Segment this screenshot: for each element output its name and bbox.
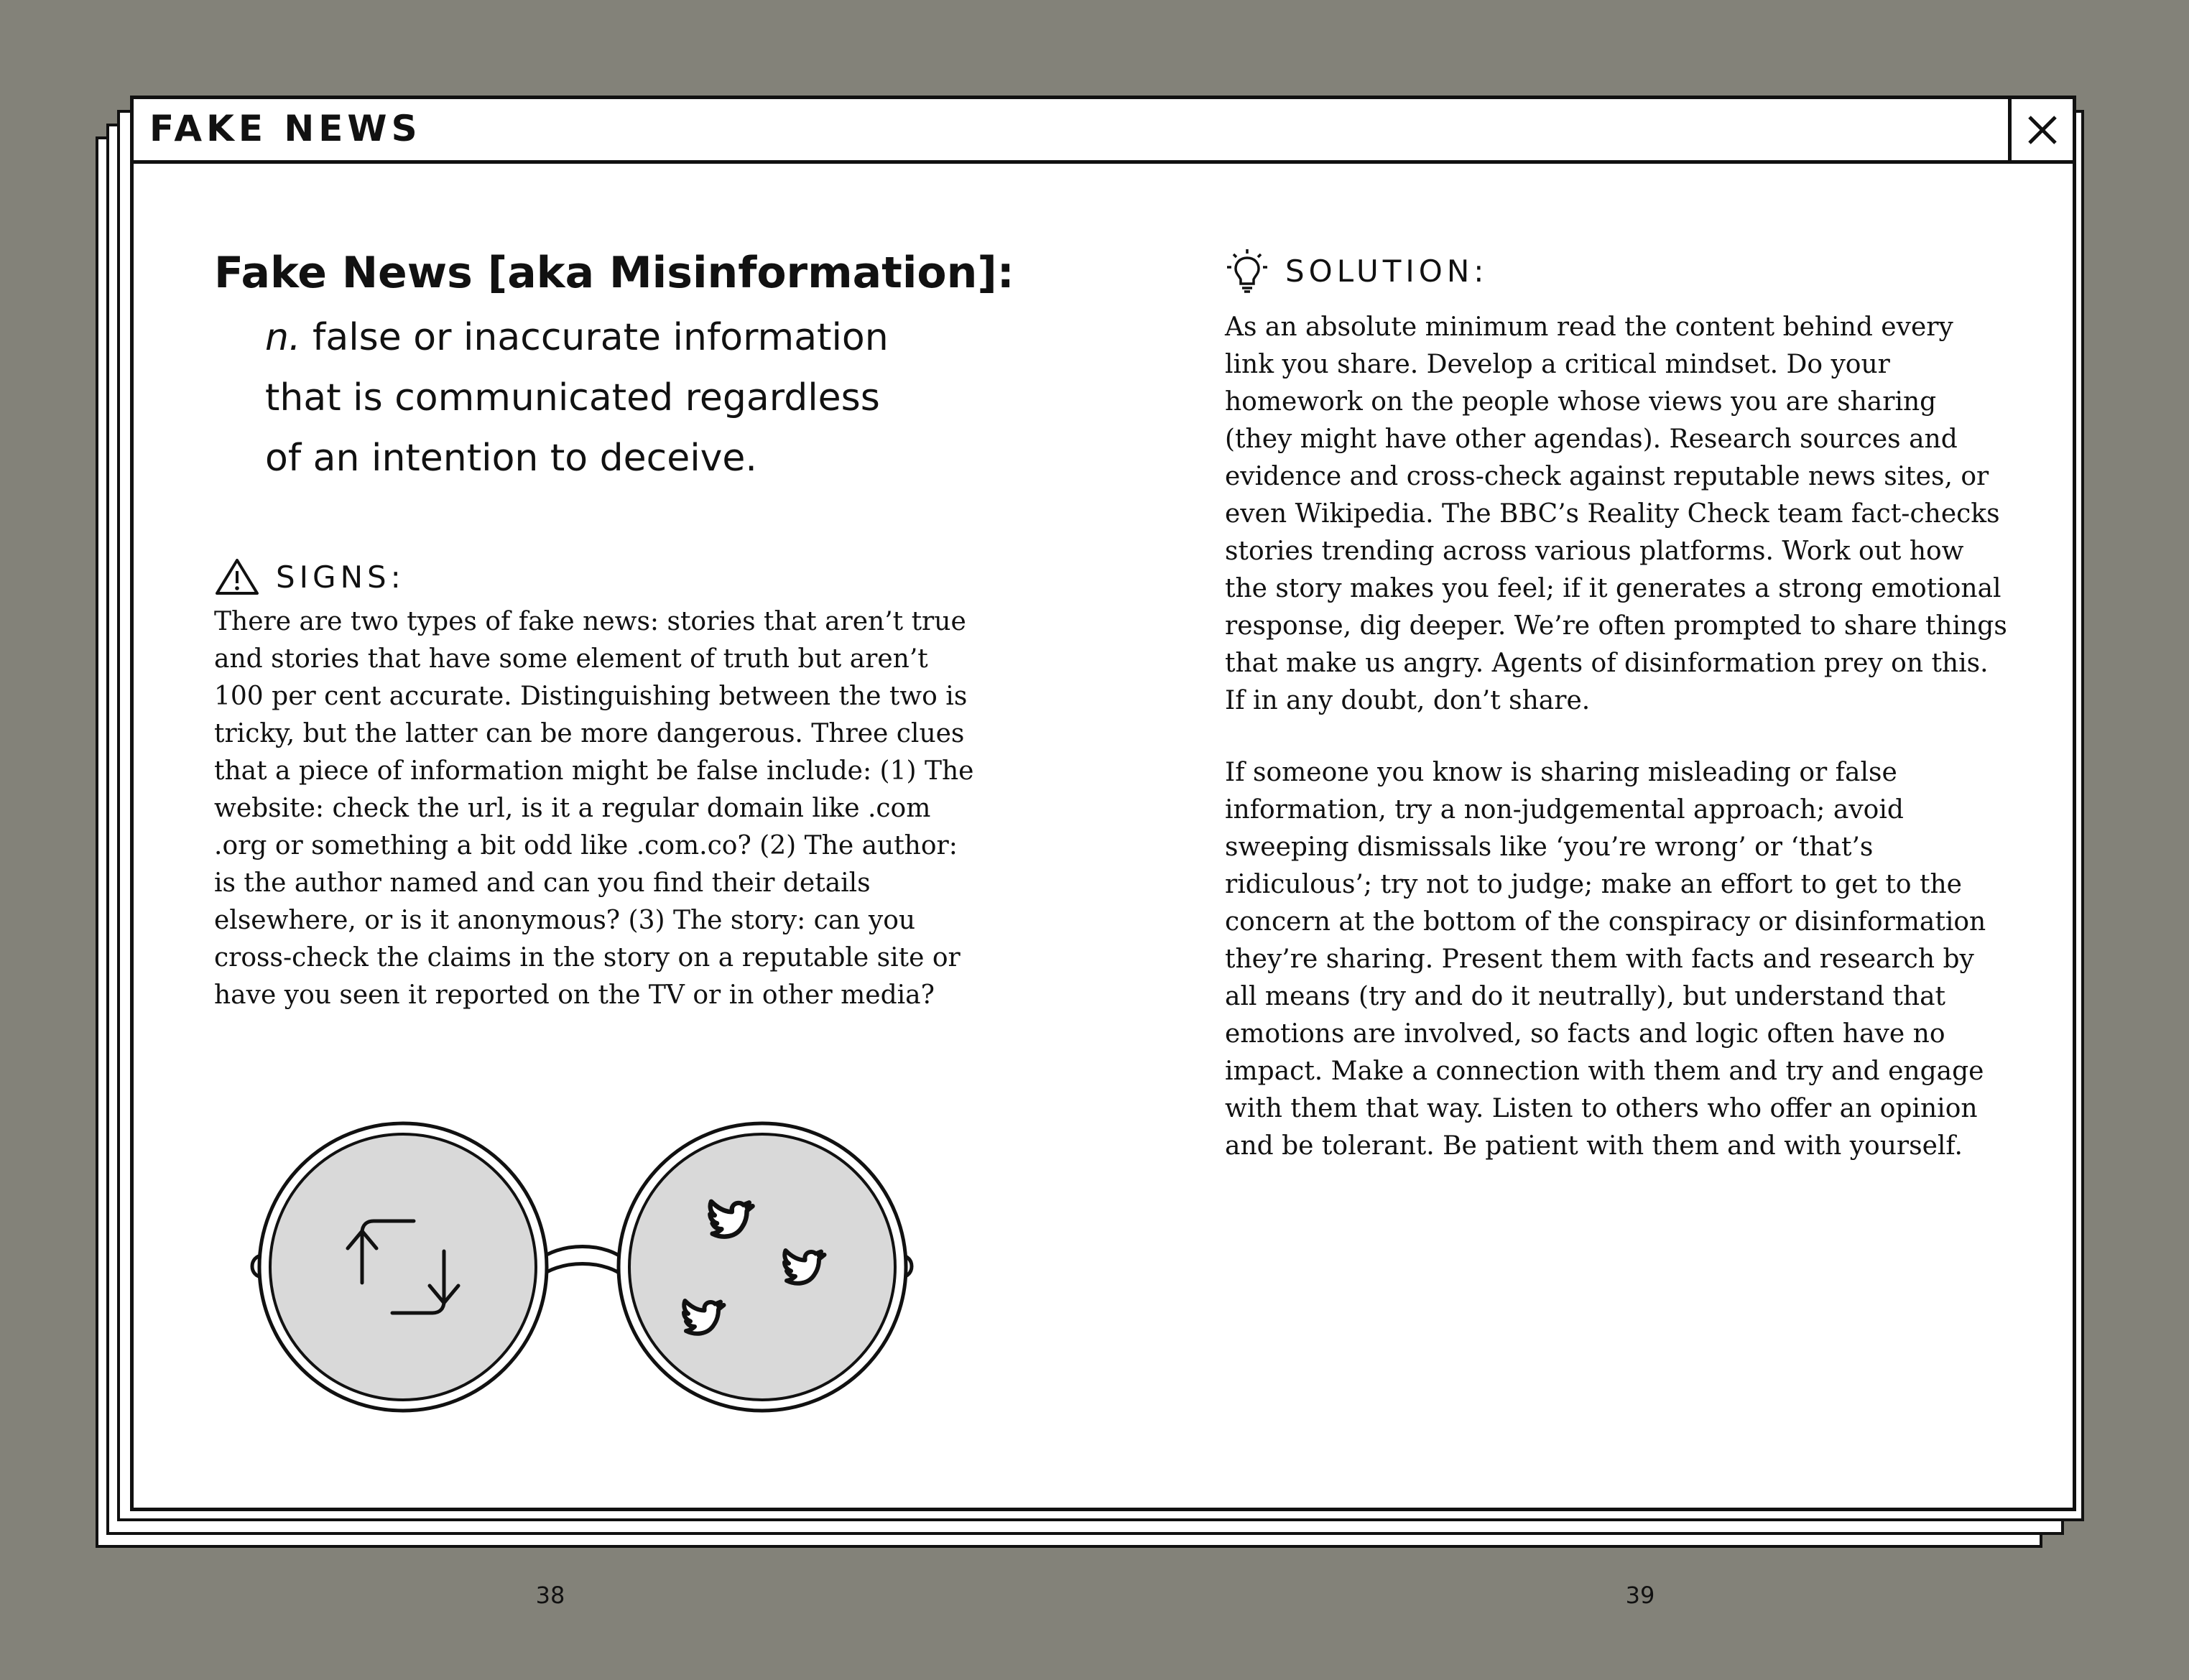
- definition-text: false or inaccurate information that is communicated regardless of an intention to deceive.: [265, 316, 889, 480]
- signs-heading: [214, 557, 405, 596]
- right-lens: [629, 1134, 895, 1400]
- signs-heading-label: SIGNS:: [276, 559, 405, 595]
- fake-news-window: [130, 96, 2076, 1511]
- glasses-bridge: [536, 1247, 628, 1263]
- window-title: FAKE NEWS: [149, 108, 422, 149]
- signs-text: There are two types of fake news: stories that aren’t true and stories that have some element of truth but aren’t 100 per cent accurate. Distinguishing between the two is tricky, but the latter can be more dangerous. Three clues that a piece of information might be false include: (1) The website: check the url, is it a regular domain like .com .org or something a bit odd like .com.co? (2) The author: is the author named and can you find their details elsewhere, or is it anonymous? (3) The story: can you cross-check the claims in the story on a reputable site or have you seen it reported on the TV or in other media?: [214, 607, 974, 1010]
- definition-term: Fake News [aka Misinformation]:: [214, 248, 1014, 298]
- window-titlebar: [134, 99, 2073, 164]
- solution-paragraph-1: As an absolute minimum read the content behind every link you share. Develop a critical mindset. Do your homework on the people whose views you are sharing (they might have other agendas). Research sources and evidence and cross-check against reputable news sites, or even Wikipedia. The BBC’s Reality Check team fact-checks stories trending across various platforms. Work out how the story makes you feel; if it generates a strong emotional response, dig deeper. We’re often prompted to share things that make us angry. Agents of disinformation prey on this. If in any doubt, don’t share.: [1225, 312, 2007, 715]
- close-button[interactable]: [2008, 99, 2073, 160]
- close-icon: [2027, 114, 2058, 146]
- glasses-illustration: [220, 1112, 938, 1421]
- solution-heading: [1225, 248, 1488, 294]
- part-of-speech: n.: [265, 316, 301, 359]
- page-number-left: 38: [535, 1582, 565, 1609]
- warning-icon: [214, 557, 260, 596]
- solution-paragraph-2: If someone you know is sharing misleading or false information, try a non-judgemental approach; avoid sweeping dismissals like ‘you’re wrong’ or ‘that’s ridiculous’; try not to judge; make an effort to get to the concern at the bottom of the conspiracy or disinformation they’re sharing. Present them with facts and research by all means (try and do it neutrally), but understand that emotions are involved, so facts and logic often have no impact. Make a connection with them and try and engage with them that way. Listen to others who offer an opinion and be tolerant. Be patient with them and with yourself.: [1225, 758, 1986, 1161]
- left-lens: [270, 1134, 536, 1400]
- solution-heading-label: SOLUTION:: [1285, 253, 1489, 289]
- lightbulb-icon: [1225, 248, 1269, 294]
- page-number-right: 39: [1625, 1582, 1655, 1609]
- definition-body: [265, 307, 912, 488]
